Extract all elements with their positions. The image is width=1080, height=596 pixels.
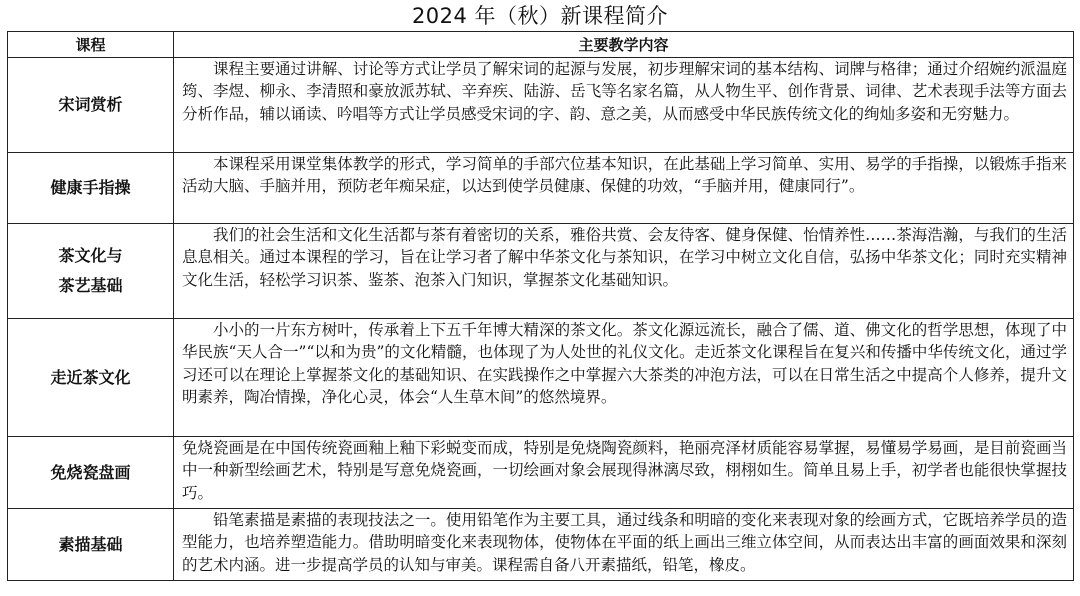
course-description: 我们的社会生活和文化生活都与茶有着密切的关系，雅俗共赏、会友待客、健身保健、怡情养性……茶海浩瀚，与我们的生活息息相关。通过本课程的学习，旨在让学习者了解中华茶文化与茶知识，在学习中树立文化自信，弘扬中华茶文化；同时充实精神文化生活，轻松学习识茶、鉴茶、泡茶入门知识，掌握茶文化基础知识。 xyxy=(174,224,1074,319)
course-name: 健康手指操 xyxy=(8,153,174,224)
table-row xyxy=(8,153,1074,224)
table-row xyxy=(8,509,1074,581)
header-course: 课程 xyxy=(8,32,174,58)
table-row xyxy=(8,437,1074,509)
course-name-line: 茶艺基础 xyxy=(58,276,123,295)
course-name-line: 茶文化与 xyxy=(58,246,123,265)
table-row xyxy=(8,58,1074,153)
header-content: 主要教学内容 xyxy=(174,32,1074,58)
table-header-row xyxy=(8,32,1074,58)
course-description: 免烧瓷画是在中国传统瓷画釉上釉下彩蜕变而成，特别是免烧陶瓷颜料，艳丽亮泽材质能容易掌握，易懂易学易画，是目前瓷画当中一种新型绘画艺术，特别是写意免烧瓷画，一切绘画对象会展现得淋漓尽致，栩栩如生。简单且易上手，初学者也能很快掌握技巧。 xyxy=(174,437,1074,509)
course-description: 本课程采用课堂集体教学的形式，学习简单的手部穴位基本知识，在此基础上学习简单、实用、易学的手指操，以锻炼手指来活动大脑、手脑并用，预防老年痴呆症，以达到使学员健康、保健的功效，“手脑并用，健康同行”。 xyxy=(174,153,1074,224)
table-row xyxy=(8,224,1074,319)
course-name: 免烧瓷盘画 xyxy=(8,437,174,509)
course-table xyxy=(7,31,1074,581)
course-name: 素描基础 xyxy=(8,509,174,581)
table-row xyxy=(8,319,1074,437)
course-name: 走近茶文化 xyxy=(8,319,174,437)
course-description: 小小的一片东方树叶，传承着上下五千年博大精深的茶文化。茶文化源远流长，融合了儒、道、佛文化的哲学思想，体现了中华民族“天人合一”“以和为贵”的文化精髓，也体现了为人处世的礼仪文化。走近茶文化课程旨在复兴和传播中华传统文化，通过学习还可以在理论上掌握茶文化的基础知识、在实践操作之中掌握六大茶类的冲泡方法，可以在日常生活之中提高个人修养，提升文明素养，陶冶情操，净化心灵，体会“人生草木间”的悠然境界。 xyxy=(174,319,1074,437)
course-description: 课程主要通过讲解、讨论等方式让学员了解宋词的起源与发展，初步理解宋词的基本结构、词牌与格律；通过介绍婉约派温庭筠、李煜、柳永、李清照和豪放派苏轼、辛弃疾、陆游、岳飞等名家名篇，从人物生平、创作背景、词律、艺术表现手法等方面去分析作品，辅以诵读、吟唱等方式让学员感受宋词的字、韵、意之美，从而感受中华民族传统文化的绚灿多姿和无穷魅力。 xyxy=(174,58,1074,153)
course-name xyxy=(8,224,174,319)
course-description: 铅笔素描是素描的表现技法之一。使用铅笔作为主要工具，通过线条和明暗的变化来表现对象的绘画方式，它既培养学员的造型能力，也培养塑造能力。借助明暗变化来表现物体，使物体在平面的纸上画出三维立体空间，从而表达出丰富的画面效果和深刻的艺术内涵。进一步提高学员的认知与审美。课程需自备八开素描纸，铅笔，橡皮。 xyxy=(174,509,1074,581)
page-title: 2024 年（秋）新课程简介 xyxy=(411,4,669,28)
course-name: 宋词赏析 xyxy=(8,58,174,153)
